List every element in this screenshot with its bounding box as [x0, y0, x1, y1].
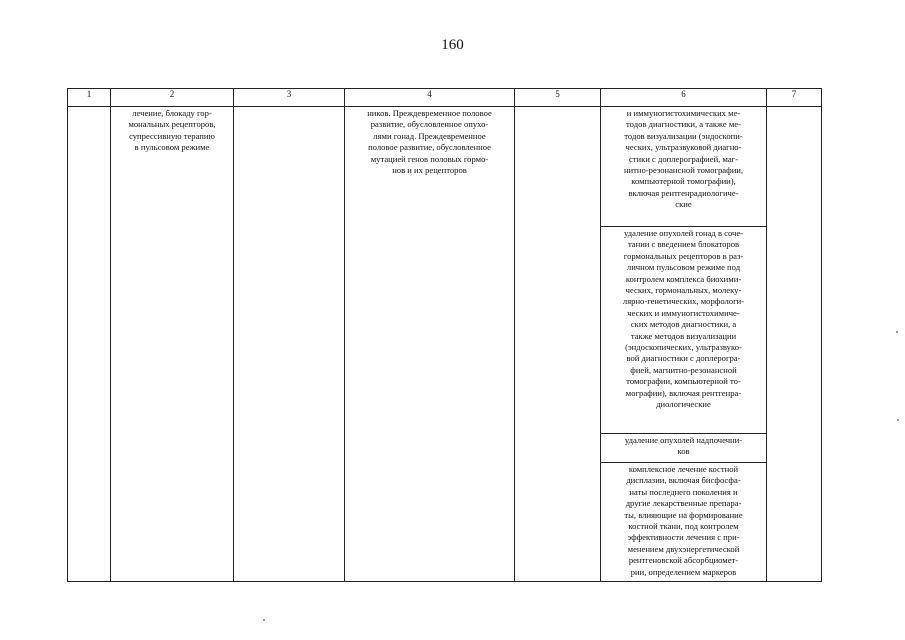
column-number-3: 3 [234, 89, 345, 107]
scan-speck [897, 419, 899, 421]
cell-col-3 [234, 107, 345, 582]
cell-line: лярно-генетических, морфологи- [622, 296, 745, 307]
cell-line: тодов диагностики, а также ме- [626, 119, 741, 130]
column-number-1: 1 [68, 89, 111, 107]
cell-line: фией, магнитно-резонансной [630, 364, 737, 375]
column-number-4: 4 [345, 89, 515, 107]
cell-line: наты последнего поколения и [629, 486, 738, 497]
cell-line: томографии, компьютерной то- [626, 376, 741, 387]
cell-line: рентгеновской абсорбциомет- [628, 555, 739, 566]
medical-care-table [67, 88, 822, 582]
cell-line: мональных рецепторов, [128, 119, 216, 130]
cell-line: стики с доплерографией, маг- [628, 153, 739, 164]
cell-col-5 [515, 107, 601, 582]
cell-line: эффективности лечения с при- [627, 532, 740, 543]
cell-line: (эндоскопических, ультразвуко- [625, 342, 742, 353]
cell-line: удаление опухолей надпочечни- [624, 435, 743, 445]
cell-line: включая рентгенрадиологиче- [628, 187, 739, 198]
page-number: 160 [441, 37, 464, 53]
cell-line: ских методов диагностики, а [630, 319, 737, 330]
column-number-5: 5 [515, 89, 601, 107]
cell-col-6-method-2 [601, 227, 767, 434]
column-number-2: 2 [111, 89, 234, 107]
cell-line: также методов визуализации [630, 330, 737, 341]
cell-line: ческих и иммуногистохимиче- [627, 307, 740, 318]
cell-line: личном пульсовом режиме под [626, 262, 741, 273]
cell-line: развитие, обусловленное опухо- [370, 119, 489, 130]
column-number-7: 7 [767, 89, 822, 107]
column-number-row [68, 89, 822, 107]
cell-line: лями гонад. Преждевременное [373, 130, 486, 141]
cell-line: в пульсовом режиме [134, 142, 210, 153]
cell-line: менением двухэнергетической [627, 543, 740, 554]
cell-col-6-method-1 [601, 107, 767, 227]
cell-line: дисплазии, включая бисфосфа- [626, 475, 741, 486]
cell-line: диологические [656, 399, 711, 410]
cell-line: ские [675, 199, 692, 210]
cell-line: лечение, блокаду гор- [132, 108, 212, 118]
cell-col-6-method-3 [601, 434, 767, 463]
cell-col-4 [345, 107, 515, 582]
cell-line: удаление опухолей гонад в соче- [623, 228, 744, 238]
cell-col-6-method-4 [601, 463, 767, 582]
cell-line: тодов визуализации (эндоскопи- [624, 130, 743, 141]
table-row [68, 107, 822, 227]
cell-line: контролем комплекса биохими- [625, 273, 742, 284]
cell-line: мутацией генов половых гормо- [370, 153, 489, 164]
cell-col-1 [68, 107, 111, 582]
cell-line: комплексное лечение костной [628, 464, 739, 474]
cell-line: ты, влияющие на формирование [624, 509, 743, 520]
column-number-6: 6 [601, 89, 767, 107]
cell-line: нов и их рецепторов [392, 165, 467, 176]
cell-line: половое развитие, обусловленное [368, 142, 491, 153]
scan-speck [263, 619, 265, 621]
cell-line: ников. Преждевременное половое [367, 108, 492, 118]
scan-speck [896, 331, 898, 333]
cell-line: гормональных рецепторов в раз- [623, 250, 744, 261]
cell-line: вой диагностики с доплерогра- [626, 353, 741, 364]
cell-line: рии, определением маркеров [630, 566, 737, 577]
cell-line: компьютерной томографии), [631, 176, 736, 187]
cell-line: костной ткани, под контролем [628, 521, 739, 532]
cell-line: супрессивную терапию [129, 130, 215, 141]
cell-line: мографии), включая рентгенра- [625, 387, 742, 398]
cell-line: ческих, ультразвуковой диагно- [625, 142, 742, 153]
cell-line: нитно-резонансной томографии, [623, 165, 744, 176]
cell-col-2 [111, 107, 234, 582]
cell-line: ков [677, 446, 690, 457]
cell-col-7 [767, 107, 822, 582]
cell-line: другие лекарственные препара- [625, 498, 742, 509]
cell-line: ческих, гормональных, молеку- [625, 285, 742, 296]
cell-line: и иммуногистохимических ме- [626, 108, 741, 118]
cell-line: тании с введением блокаторов [627, 239, 740, 250]
